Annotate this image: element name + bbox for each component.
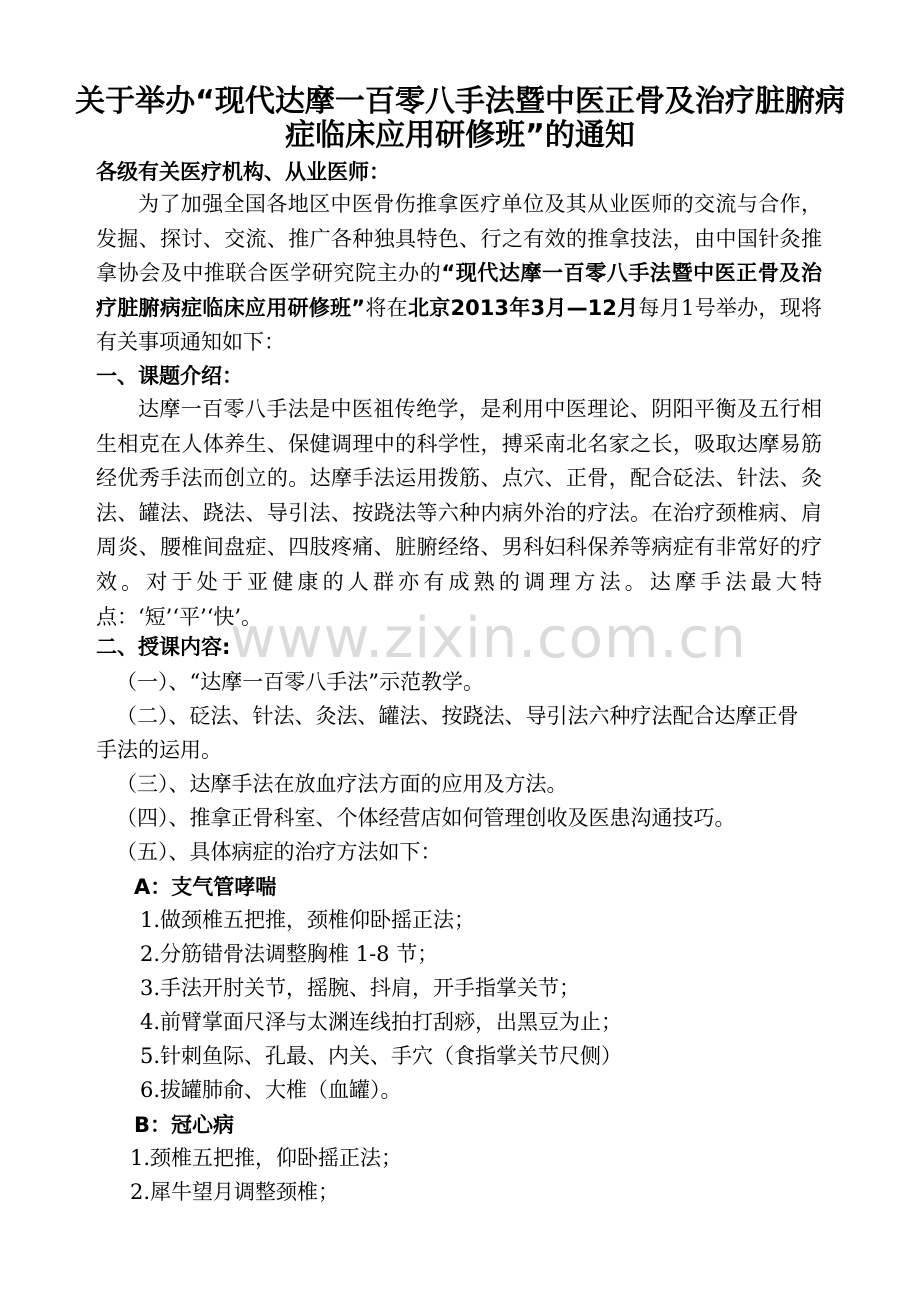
disease-a-step: 1.做颈椎五把推，颈椎仰卧摇正法； xyxy=(140,908,476,932)
disease-a-step: 5.针刺鱼际、孔最、内关、手穴（食指掌关节尺侧） xyxy=(140,1044,623,1068)
watermark: www.zixin.com.cn xyxy=(230,606,747,671)
disease-b-step: 1.颈椎五把推，仰卧摇正法； xyxy=(130,1146,403,1170)
intro-text-1: 为了加强全国各地区中医骨伤推拿医疗单位及其从业医师的交流与合作，发掘、探讨、交流、推广各种独具特色、行之有效的推拿技法，由中国针灸推拿协会及中推联合医学研究院主办的 xyxy=(96,192,822,286)
disease-b-step: 2.犀牛望月调整颈椎； xyxy=(130,1180,340,1204)
intro-text-2: 将在 xyxy=(365,295,408,320)
disease-a-step: 3.手法开肘关节，摇腕、抖肩，开手指掌关节； xyxy=(140,976,581,1000)
disease-b-heading: B：冠心病 xyxy=(134,1113,235,1137)
salutation: 各级有关医疗机构、从业医师： xyxy=(96,160,390,184)
section-2-item: （一）、“达摩一百零八手法”示范教学。 xyxy=(116,670,484,694)
intro-text-3: 每月1号举办，现将有关事项通知如下： xyxy=(96,295,822,355)
section-2-item: （五）、具体病症的治疗方法如下： xyxy=(116,840,442,864)
disease-a-step: 6.拔罐肺俞、大椎（血罐）。 xyxy=(140,1078,402,1102)
disease-a-heading: A：支气管哮喘 xyxy=(134,875,277,899)
document-title-line-2: 症临床应用研修班”的通知 xyxy=(285,118,635,153)
section-2-heading: 二、授课内容: xyxy=(96,635,231,659)
document-title-line-1: 关于举办“现代达摩一百零八手法暨中医正骨及治疗脏腑病 xyxy=(75,84,845,119)
disease-a-step: 4.前臂掌面尺泽与太渊连线拍打刮痧，出黑豆为止； xyxy=(140,1010,623,1034)
intro-paragraph xyxy=(96,187,822,360)
section-1-heading: 一、课题介绍： xyxy=(96,364,243,388)
disease-a-step: 2.分筋错骨法调整胸椎 1-8 节； xyxy=(140,942,439,966)
course-name: “现代达摩一百零八手法暨中医正骨及治疗脏腑病症临床应用研修班” xyxy=(96,261,822,320)
place-date: 北京2013年3月—12月 xyxy=(407,295,639,320)
section-1-body: 达摩一百零八手法是中医祖传绝学，是利用中医理论、阴阳平衡及五行相生相克在人体养生、保健调理中的科学性，搏采南北名家之长，吸取达摩易筋经优秀手法而创立的。达摩手法运用拨筋、点穴、正骨，配合砭法、针法、灸法、罐法、跷法、导引法、按跷法等六种内病外治的疗法。在治疗颈椎病、肩周炎、腰椎间盘症、四肢疼痛、脏腑经络、男科妇科保养等病症有非常好的疗效。对于处于亚健康的人群亦有成熟的调理方法。达摩手法最大特点：‘短’‘平’‘快’。 xyxy=(96,397,822,629)
section-2-item: （二）、砭法、针法、灸法、罐法、按跷法、导引法六种疗法配合达摩正骨 xyxy=(116,704,799,728)
section-2-item: （四）、推拿正骨科室、个体经营店如何管理创收及医患沟通技巧。 xyxy=(116,806,736,830)
section-2-item: （三）、达摩手法在放血疗法方面的应用及方法。 xyxy=(116,772,568,796)
section-2-item-continued: 手法的运用。 xyxy=(96,738,222,762)
